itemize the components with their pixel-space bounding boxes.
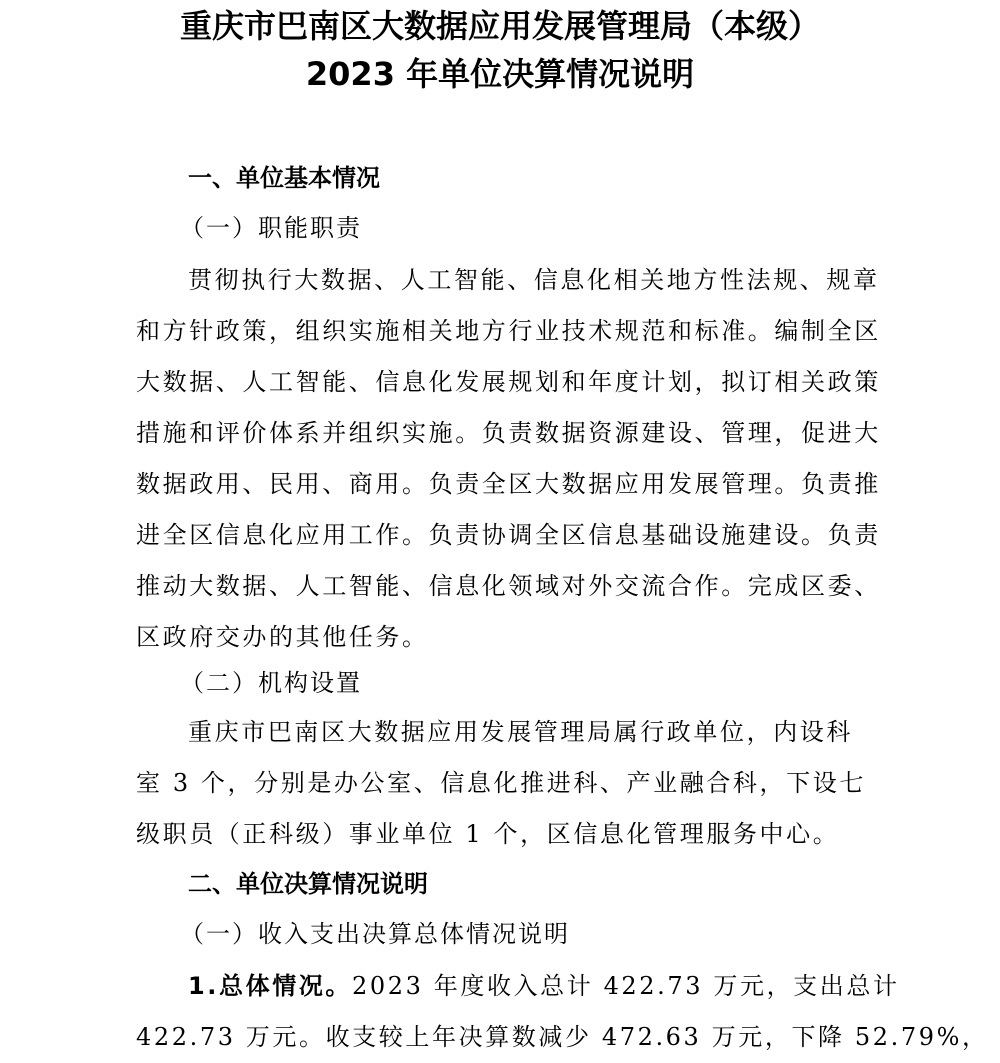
paragraph-line: 室 3 个，分别是办公室、信息化推进科、产业融合科，下设七: [136, 769, 866, 797]
paragraph-line: 422.73 万元。收支较上年决算数减少 472.63 万元，下降 52.79%，: [136, 1023, 989, 1051]
paragraph-overall: [136, 961, 989, 1063]
section-heading-final-accounts: 二、单位决算情况说明: [188, 870, 428, 898]
subsection-heading-income-expense: （一）收入支出决算总体情况说明: [180, 920, 570, 948]
paragraph-line: 区政府交办的其他任务。: [136, 623, 429, 651]
paragraph-line: 数据政用、民用、商用。负责全区大数据应用发展管理。负责推: [136, 470, 881, 498]
paragraph-line: 级职员（正科级）事业单位 1 个，区信息化管理服务中心。: [136, 820, 840, 848]
document-title-line1: 重庆市巴南区大数据应用发展管理局（本级）: [179, 7, 820, 45]
paragraph-line: 重庆市巴南区大数据应用发展管理局属行政单位，内设科: [188, 718, 853, 746]
section-heading-basic-info: 一、单位基本情况: [188, 164, 380, 192]
paragraph-line: 大数据、人工智能、信息化发展规划和年度计划，拟订相关政策: [136, 368, 881, 396]
subsection-heading-functions: （一）职能职责: [180, 214, 362, 242]
paragraph-lead: 1.总体情况。: [188, 972, 353, 1000]
paragraph-organization: [136, 707, 896, 860]
subsection-heading-organization: （二）机构设置: [180, 669, 362, 697]
paragraph-line: 和方针政策，组织实施相关地方行业技术规范和标准。编制全区: [136, 317, 881, 345]
paragraph-line: 进全区信息化应用工作。负责协调全区信息基础设施建设。负责: [136, 521, 881, 549]
paragraph-functions: [136, 255, 896, 663]
paragraph-line: [136, 961, 900, 1012]
paragraph-line: 措施和评价体系并组织实施。负责数据资源建设、管理，促进大: [136, 419, 881, 447]
paragraph-line: 贯彻执行大数据、人工智能、信息化相关地方性法规、规章: [188, 266, 880, 294]
paragraph-line: 推动大数据、人工智能、信息化领域对外交流合作。完成区委、: [136, 572, 881, 600]
document-title-line2: 2023 年单位决算情况说明: [305, 55, 695, 93]
paragraph-line-rest: 2023 年度收入总计 422.73 万元，支出总计: [352, 972, 900, 1000]
